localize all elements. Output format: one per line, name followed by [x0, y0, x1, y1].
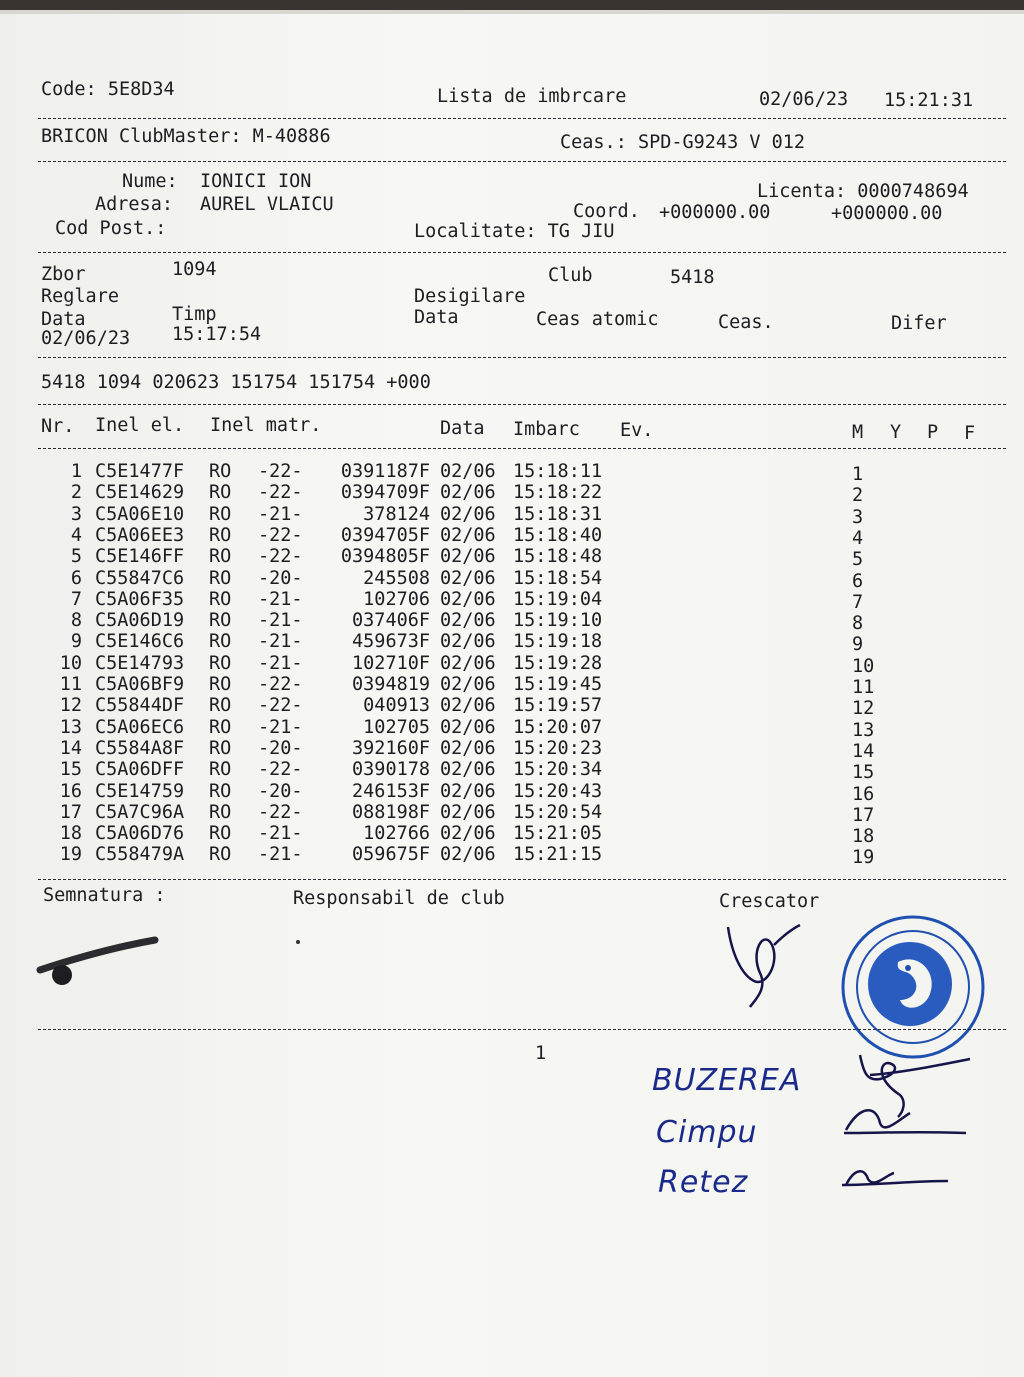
cell-m: 5: [852, 549, 864, 571]
cell-imbarc: 15:18:31: [513, 503, 603, 525]
table-row: [0, 652, 1024, 677]
table-row: [0, 823, 1024, 848]
cell-matr: 0394705F: [340, 524, 430, 546]
cell-nr: 7: [70, 588, 82, 610]
owner-address: AUREL VLAICU: [200, 194, 334, 215]
address-label: Adresa:: [95, 194, 173, 215]
cell-m: 14: [852, 740, 875, 762]
table-row: [0, 844, 1024, 869]
signature-scribble-icon: [30, 930, 165, 995]
cell-inel-el: C5A06D19: [95, 610, 185, 632]
cell-imbarc: 15:18:48: [513, 546, 603, 568]
cell-year: -22-: [258, 482, 303, 504]
cell-nr: 11: [59, 674, 82, 695]
document-title: Lista de imbrcare: [437, 86, 627, 107]
cell-matr: 088198F: [352, 801, 430, 823]
divider: [38, 252, 1006, 253]
cell-matr: 0394805F: [340, 546, 430, 568]
cell-nr: 13: [59, 716, 82, 738]
cell-m: 15: [852, 762, 875, 784]
cell-data: 02/06: [440, 461, 496, 482]
cell-imbarc: 15:18:22: [513, 482, 603, 504]
cell-imbarc: 15:21:15: [513, 844, 603, 866]
cell-inel-el: C5A06D76: [95, 823, 185, 845]
cell-m: 6: [852, 570, 864, 592]
cell-data: 02/06: [440, 588, 496, 610]
cell-data: 02/06: [440, 801, 496, 823]
name-label: Nume:: [122, 171, 178, 192]
cell-imbarc: 15:20:34: [513, 759, 603, 781]
table-row: [0, 631, 1024, 656]
cell-m: 12: [852, 698, 875, 720]
cell-matr: 102706: [363, 588, 430, 610]
col-header-inel-el: Inel el.: [95, 415, 185, 436]
cell-year: -21-: [258, 588, 303, 610]
cell-data: 02/06: [440, 674, 496, 695]
cell-data: 02/06: [440, 823, 496, 845]
page-top-edge-shadow: [0, 10, 1024, 14]
cell-inel-el: C5E146C6: [95, 631, 185, 653]
cell-year: -20-: [258, 780, 303, 802]
cell-m: 8: [852, 613, 864, 635]
cell-matr: 246153F: [352, 780, 430, 802]
cell-nr: 17: [59, 801, 82, 823]
cell-year: -21-: [258, 610, 303, 632]
cell-nr: 4: [70, 524, 82, 546]
club-label: Club: [548, 265, 593, 286]
cell-m: 7: [852, 591, 864, 613]
cell-year: -22-: [258, 695, 303, 717]
owner-name: IONICI ION: [200, 171, 312, 192]
cell-nr: 19: [59, 844, 82, 866]
col-header-data: Data: [440, 418, 485, 439]
flight-summary-line: 5418 1094 020623 151754 151754 +000: [41, 372, 431, 393]
cell-year: -21-: [258, 652, 303, 674]
cell-nr: 3: [70, 503, 82, 525]
cell-imbarc: 15:21:05: [513, 823, 603, 845]
cell-country: RO: [209, 780, 232, 802]
cell-inel-el: C5E14629: [95, 482, 185, 504]
cell-country: RO: [209, 737, 232, 759]
cell-m: 2: [852, 485, 864, 507]
cell-inel-el: C5A7C96A: [95, 801, 185, 823]
cell-m: 16: [852, 783, 875, 805]
cell-nr: 5: [70, 546, 82, 568]
flight-label: Zbor: [41, 264, 86, 285]
cell-nr: 12: [59, 695, 82, 717]
cell-country: RO: [209, 610, 232, 632]
cell-inel-el: C558479A: [95, 844, 185, 866]
divider: [38, 879, 1006, 880]
cell-nr: 8: [70, 610, 82, 632]
cell-matr: 0394819: [352, 674, 430, 695]
clubmaster-id: BRICON ClubMaster: M-40886: [41, 126, 331, 147]
cell-year: -21-: [258, 823, 303, 845]
cell-imbarc: 15:19:18: [513, 631, 603, 653]
cell-data: 02/06: [440, 759, 496, 781]
cell-nr: 2: [70, 482, 82, 504]
cell-inel-el: C5A06E10: [95, 503, 185, 525]
cell-inel-el: C5E1477F: [95, 461, 185, 482]
date-label: Data: [41, 309, 86, 330]
table-row: [0, 780, 1024, 805]
setting-label: Reglare: [41, 286, 119, 307]
cell-country: RO: [209, 503, 232, 525]
table-row: [0, 588, 1024, 613]
cell-m: 19: [852, 847, 875, 869]
club-number: 5418: [670, 267, 715, 288]
atomic-clock-label: Ceas atomic: [536, 309, 659, 330]
postal-code-label: Cod Post.:: [55, 218, 167, 239]
cell-m: 3: [852, 506, 864, 528]
cell-nr: 14: [59, 737, 82, 759]
club-responsible-label: Responsabil de club: [293, 888, 505, 909]
cell-country: RO: [209, 652, 232, 674]
cell-matr: 0391187F: [340, 461, 430, 482]
breeder-label: Crescator: [719, 891, 820, 912]
page-top-edge: [0, 0, 1024, 10]
clock-label: Ceas.: [718, 312, 774, 333]
cell-country: RO: [209, 801, 232, 823]
divider: [38, 448, 1006, 449]
cell-data: 02/06: [440, 503, 496, 525]
cell-imbarc: 15:18:54: [513, 567, 603, 589]
cell-data: 02/06: [440, 652, 496, 674]
cell-year: -20-: [258, 567, 303, 589]
cell-matr: 392160F: [352, 737, 430, 759]
print-date: 02/06/23: [759, 89, 849, 110]
cell-inel-el: C5A06EE3: [95, 524, 185, 546]
cell-inel-el: C5A06BF9: [95, 674, 185, 695]
table-row: [0, 801, 1024, 826]
cell-data: 02/06: [440, 524, 496, 546]
cell-data: 02/06: [440, 546, 496, 568]
cell-m: 11: [852, 677, 875, 698]
setting-date: 02/06/23: [41, 328, 131, 349]
table-row: [0, 674, 1024, 698]
cell-inel-el: C5E14759: [95, 780, 185, 802]
cell-year: -22-: [258, 461, 303, 482]
cell-country: RO: [209, 695, 232, 717]
cell-inel-el: C55847C6: [95, 567, 185, 589]
divider: [38, 357, 1006, 358]
cell-matr: 102766: [363, 823, 430, 845]
cell-year: -22-: [258, 524, 303, 546]
col-header-p: P: [927, 422, 939, 443]
cell-data: 02/06: [440, 482, 496, 504]
divider: [38, 118, 1006, 119]
print-time: 15:21:31: [884, 90, 974, 111]
difference-label: Difer: [891, 313, 947, 334]
cell-year: -21-: [258, 716, 303, 738]
cell-data: 02/06: [440, 780, 496, 802]
breeder-signature-icon: [720, 915, 810, 1010]
coord-longitude: +000000.00: [831, 203, 943, 224]
committee-signatures-icon: [840, 1035, 980, 1205]
signature-label: Semnatura :: [43, 885, 166, 906]
table-row: [0, 567, 1024, 592]
cell-country: RO: [209, 588, 232, 610]
cell-matr: 245508: [363, 567, 430, 589]
cell-matr: 102710F: [352, 652, 430, 674]
code-label: Code: 5E8D34: [41, 79, 175, 100]
cell-data: 02/06: [440, 695, 496, 717]
cell-inel-el: C5584A8F: [95, 737, 185, 759]
flight-number: 1094: [172, 259, 217, 280]
handwritten-name-3: Retez: [658, 1165, 749, 1200]
table-row: [0, 695, 1024, 720]
col-header-m: M: [852, 422, 864, 443]
cell-m: 17: [852, 804, 875, 826]
cell-matr: 037406F: [352, 610, 430, 632]
cell-inel-el: C5E146FF: [95, 546, 185, 568]
cell-country: RO: [209, 631, 232, 653]
table-row: [0, 482, 1024, 507]
cell-imbarc: 15:20:07: [513, 716, 603, 738]
cell-data: 02/06: [440, 737, 496, 759]
cell-data: 02/06: [440, 716, 496, 738]
handwritten-name-2: Cimpu: [656, 1115, 758, 1150]
cell-m: 9: [852, 634, 864, 656]
table-row: [0, 524, 1024, 549]
cell-matr: 040913: [363, 695, 430, 717]
cell-imbarc: 15:19:04: [513, 588, 603, 610]
cell-matr: 059675F: [352, 844, 430, 866]
cell-year: -21-: [258, 631, 303, 653]
setting-time: 15:17:54: [172, 324, 262, 345]
page-number: 1: [535, 1043, 547, 1064]
cell-nr: 9: [70, 631, 82, 653]
cell-nr: 10: [59, 652, 82, 674]
col-header-ev: Ev.: [620, 420, 654, 441]
cell-imbarc: 15:18:11: [513, 461, 603, 482]
col-header-imbarc: Imbarc: [513, 419, 580, 440]
cell-data: 02/06: [440, 631, 496, 653]
col-header-inel-matr: Inel matr.: [210, 415, 322, 436]
cell-nr: 18: [59, 823, 82, 845]
cell-year: -21-: [258, 844, 303, 866]
cell-nr: 6: [70, 567, 82, 589]
cell-country: RO: [209, 716, 232, 738]
table-row: [0, 546, 1024, 571]
cell-data: 02/06: [440, 567, 496, 589]
cell-inel-el: C5A06DFF: [95, 759, 185, 781]
cell-country: RO: [209, 524, 232, 546]
cell-nr: 15: [59, 759, 82, 781]
cell-data: 02/06: [440, 844, 496, 866]
cell-matr: 0394709F: [340, 482, 430, 504]
cell-nr: 16: [59, 780, 82, 802]
handwritten-name-1: BUZEREA: [652, 1063, 802, 1098]
divider: [38, 161, 1006, 162]
license-number: Licenta: 0000748694: [757, 181, 969, 202]
cell-matr: 102705: [363, 716, 430, 738]
cell-year: -22-: [258, 674, 303, 695]
cell-country: RO: [209, 759, 232, 781]
locality: Localitate: TG JIU: [414, 221, 615, 242]
table-row: [0, 503, 1024, 528]
cell-data: 02/06: [440, 610, 496, 632]
cell-imbarc: 15:20:23: [513, 737, 603, 759]
cell-imbarc: 15:20:43: [513, 780, 603, 802]
cell-inel-el: C5A06F35: [95, 588, 185, 610]
ink-dot: [296, 940, 300, 944]
divider: [38, 1029, 1006, 1030]
divider: [38, 404, 1006, 405]
cell-country: RO: [209, 482, 232, 504]
cell-inel-el: C5A06EC6: [95, 716, 185, 738]
cell-imbarc: 15:20:54: [513, 801, 603, 823]
cell-year: -22-: [258, 801, 303, 823]
cell-matr: 0390178: [352, 759, 430, 781]
table-row: [0, 737, 1024, 762]
time-label: Timp: [172, 304, 217, 325]
cell-m: 18: [852, 826, 875, 848]
cell-country: RO: [209, 567, 232, 589]
table-row: [0, 716, 1024, 741]
cell-imbarc: 15:19:57: [513, 695, 603, 717]
cell-m: 10: [852, 655, 875, 677]
cell-year: -20-: [258, 737, 303, 759]
table-row: [0, 461, 1024, 485]
unsealing-label: Desigilare: [414, 286, 526, 307]
table-row: [0, 610, 1024, 635]
col-header-f: F: [964, 423, 976, 444]
cell-m: 1: [852, 464, 864, 485]
cell-country: RO: [209, 823, 232, 845]
cell-country: RO: [209, 844, 232, 866]
cell-imbarc: 15:19:45: [513, 674, 603, 695]
clock-id: Ceas.: SPD-G9243 V 012: [560, 132, 806, 153]
cell-imbarc: 15:19:10: [513, 610, 603, 632]
cell-imbarc: 15:18:40: [513, 524, 603, 546]
cell-matr: 378124: [363, 503, 430, 525]
unsealing-date-label: Data: [414, 307, 459, 328]
cell-year: -21-: [258, 503, 303, 525]
table-row: [0, 759, 1024, 784]
coord-label: Coord.: [573, 201, 640, 222]
cell-nr: 1: [70, 461, 82, 482]
cell-inel-el: C5E14793: [95, 652, 185, 674]
cell-year: -22-: [258, 759, 303, 781]
col-header-nr: Nr.: [41, 416, 75, 437]
cell-year: -22-: [258, 546, 303, 568]
cell-m: 13: [852, 719, 875, 741]
cell-country: RO: [209, 674, 232, 695]
coord-latitude: +000000.00: [659, 202, 771, 223]
cell-m: 4: [852, 527, 864, 549]
col-header-y: Y: [890, 422, 902, 443]
cell-country: RO: [209, 461, 232, 482]
cell-inel-el: C55844DF: [95, 695, 185, 717]
cell-country: RO: [209, 546, 232, 568]
cell-matr: 459673F: [352, 631, 430, 653]
cell-imbarc: 15:19:28: [513, 652, 603, 674]
